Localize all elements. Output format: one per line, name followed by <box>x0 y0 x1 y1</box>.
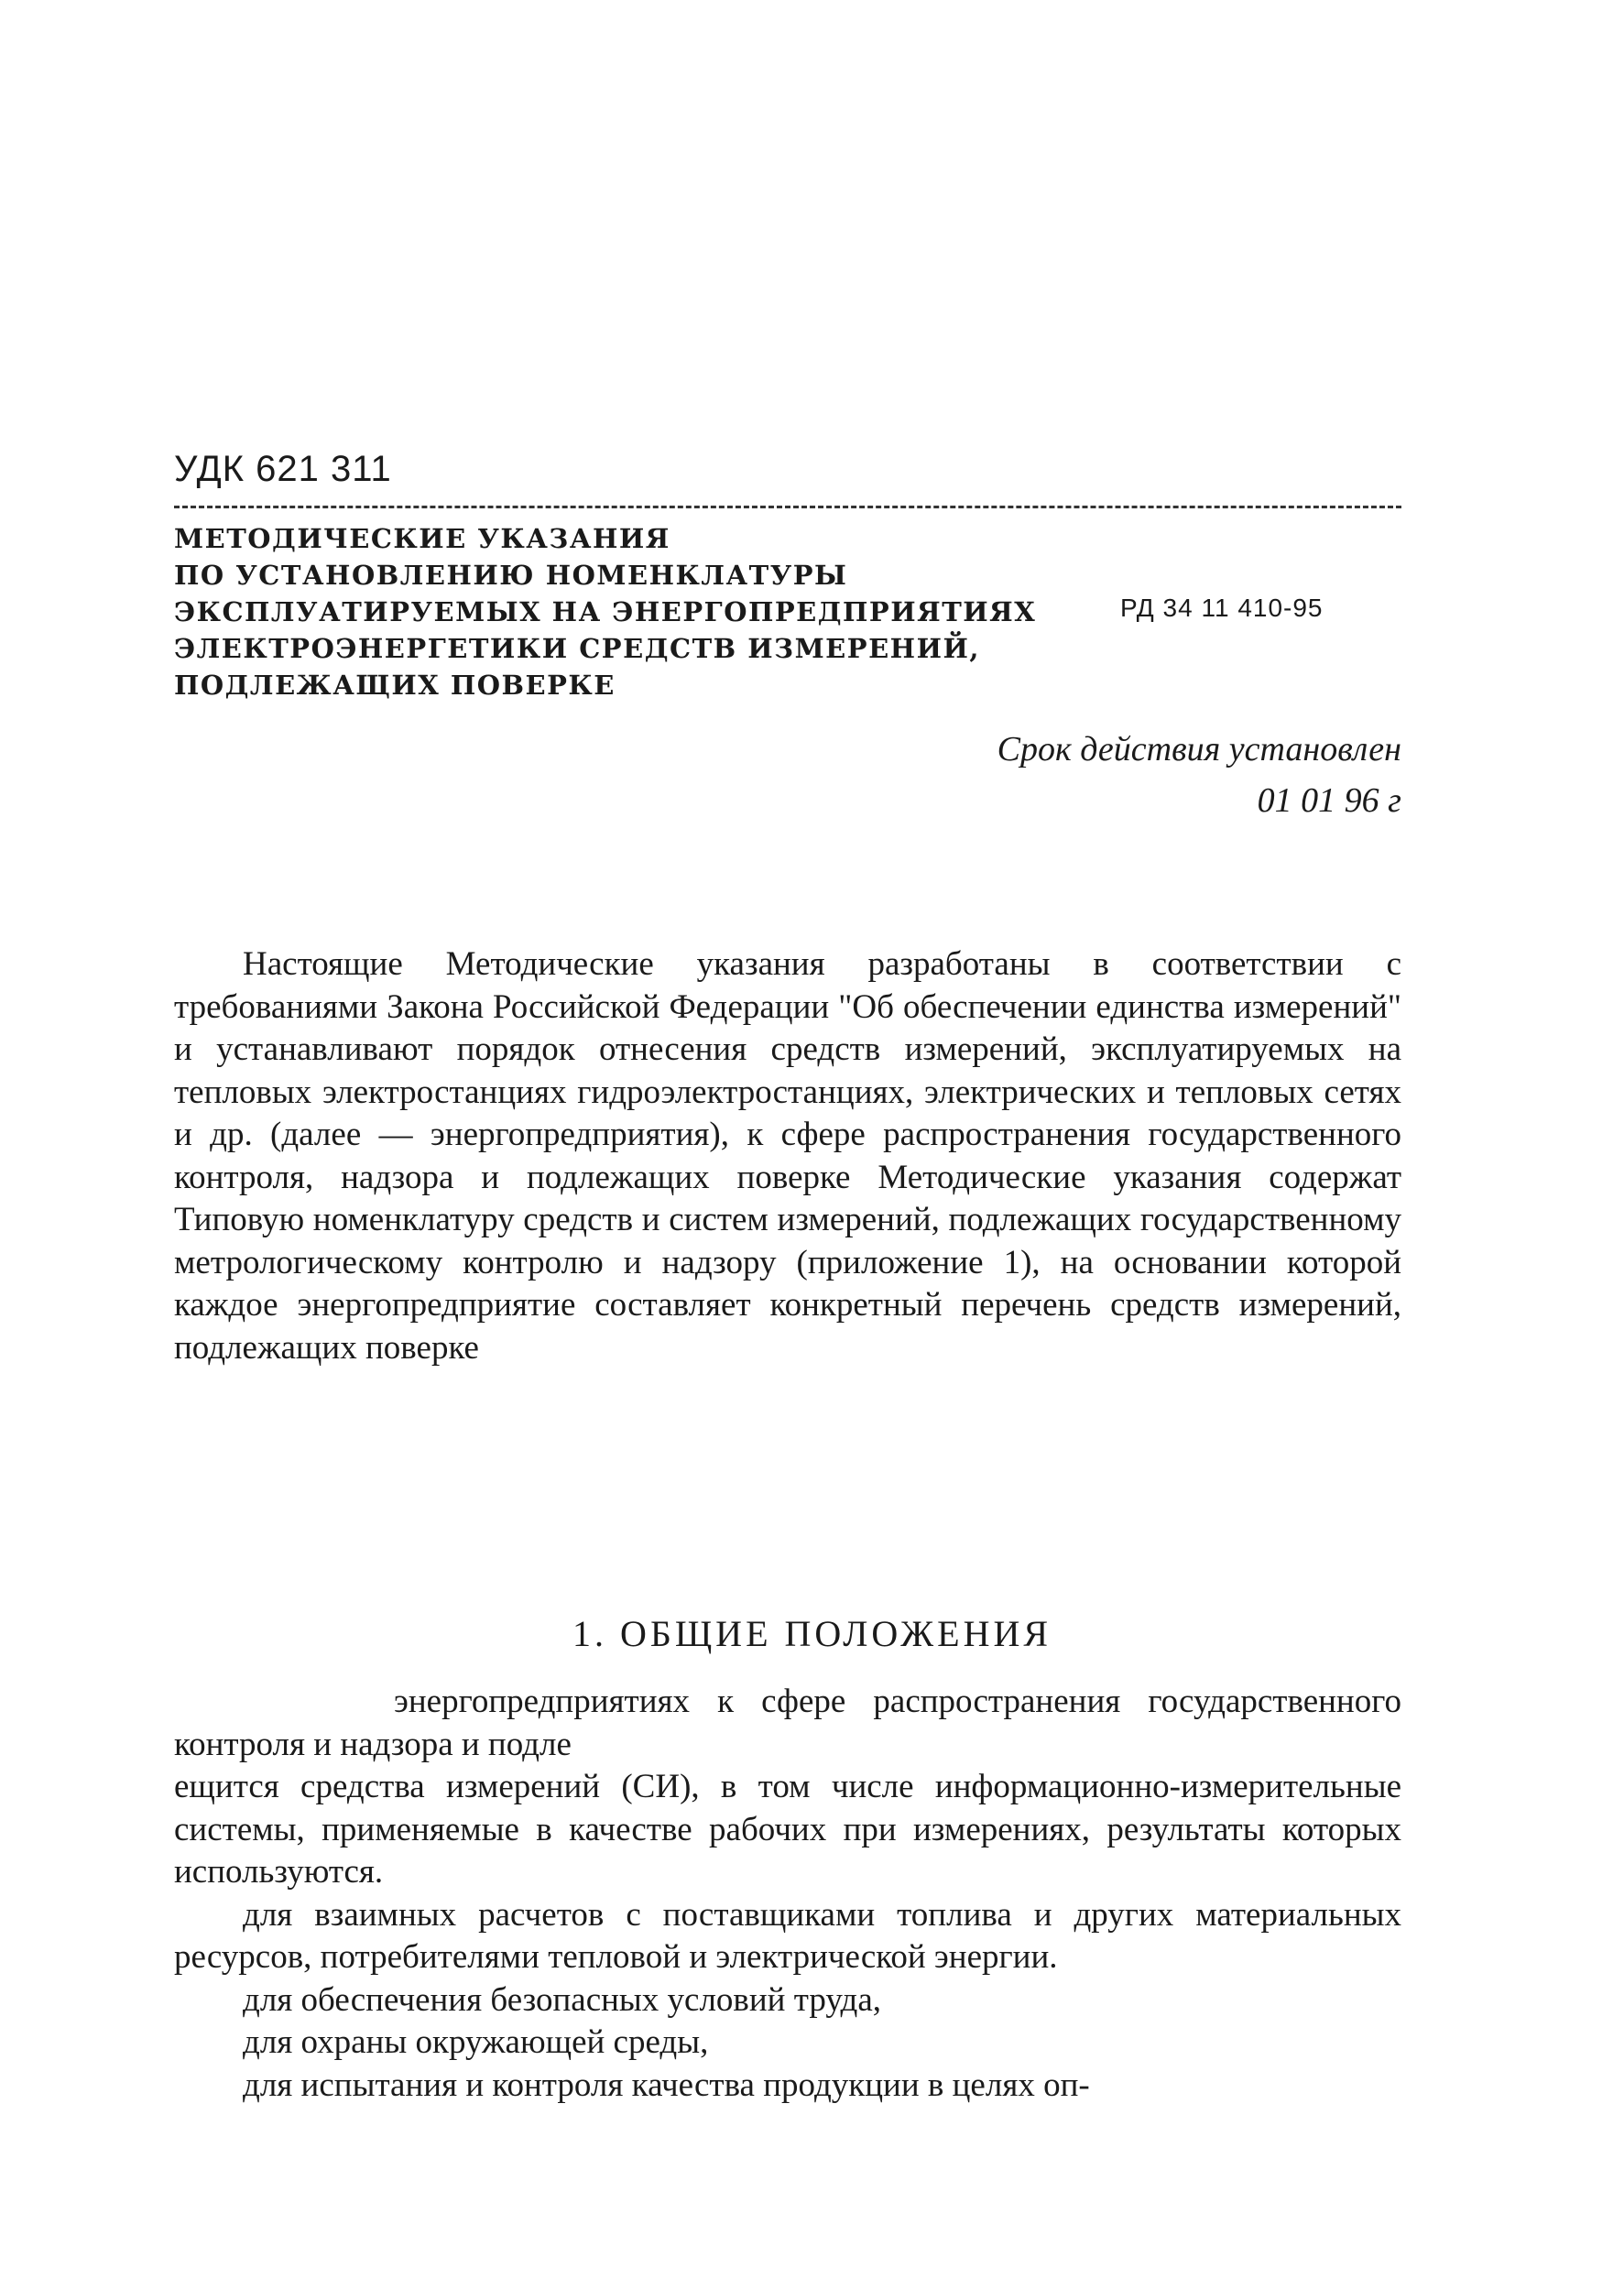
intro-paragraph: Настоящие Методические указания разработаны в соответствии с требованиями Закона Российской Федерации "Об обеспечении единства измерений" и устанавливают порядок отнесения средств измерений, эксплуатируемых на тепловых электростанциях гидроэлектростанциях, электрических и тепловых сетях и др. (далее — энергопредприятия), к сфере распространения государственного контроля, надзора и подлежащих поверке Методические указания содержат Типовую номенклатуру средств и систем измерений, подлежащих государственному метрологическому контролю и надзору (приложение 1), на основании которой каждое энергопредприятие составляет конкретный перечень средств измерений, подлежащих поверке <box>174 945 1401 1367</box>
title-line: ПОДЛЕЖАЩИХ ПОВЕРКЕ <box>174 670 616 701</box>
document-code: РД 34 11 410-95 <box>1120 594 1324 622</box>
udk-code: УДК 621 311 <box>174 449 392 489</box>
title-line: ПО УСТАНОВЛЕНИЮ НОМЕНКЛАТУРЫ <box>174 560 848 591</box>
body-paragraph: для обеспечения безопасных условий труда, <box>243 1980 882 2019</box>
title-line: ЭКСПЛУАТИРУЕМЫХ НА ЭНЕРГОПРЕДПРИЯТИЯХ <box>174 596 1037 627</box>
header-divider <box>174 506 1401 508</box>
validity-period <box>997 724 1401 826</box>
document-title <box>174 520 1053 703</box>
body-paragraph: для охраны окружающей среды, <box>243 2023 709 2061</box>
section-heading: 1. ОБЩИЕ ПОЛОЖЕНИЯ <box>572 1613 1052 1654</box>
title-line: ЭЛЕКТРОЭНЕРГЕТИКИ СРЕДСТВ ИЗМЕРЕНИЙ, <box>174 633 980 664</box>
title-line: МЕТОДИЧЕСКИЕ УКАЗАНИЯ <box>174 523 670 554</box>
section-body <box>174 1681 1401 2107</box>
body-paragraph: для испытания и контроля качества продукции в целях оп- <box>243 2065 1090 2104</box>
body-paragraph: ещится средства измерений (СИ), в том числе информационно-измерительные системы, применяемые в качестве рабочих при измерениях, результаты которых используются. <box>174 1768 1401 1891</box>
body-paragraph: для взаимных расчетов с поставщиками топлива и других материальных ресурсов, потребителями тепловой и электрической энергии. <box>174 1895 1401 1976</box>
validity-line: Срок действия установлен <box>997 730 1401 768</box>
body-paragraph: энергопредприятиях к сфере распространения государственного контроля и надзора и подле <box>174 1683 1401 1763</box>
validity-date: 01 01 96 г <box>1257 781 1401 820</box>
